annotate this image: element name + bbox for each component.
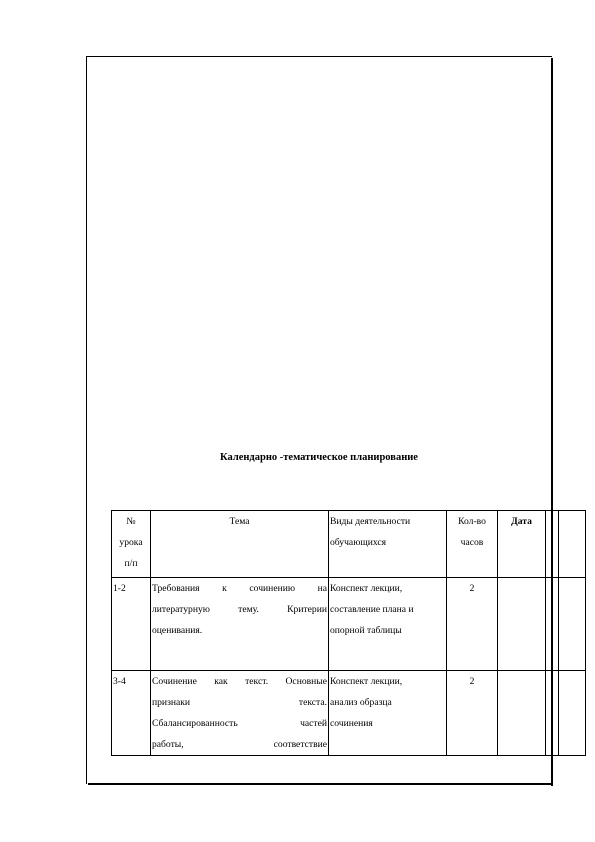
row-date [498, 578, 546, 671]
row-date [498, 671, 546, 756]
header-num-line: урока [119, 537, 143, 548]
empty-cell [559, 671, 586, 756]
row-theme-line: Сочинение как текст. Основные [152, 676, 327, 687]
row-lesson-number: 1-2 [112, 578, 151, 671]
row-activity-line: сочинения [330, 718, 373, 729]
row-theme-line: литературную тему. Критерии [152, 604, 327, 615]
empty-cell [546, 578, 559, 671]
table-row [112, 671, 586, 756]
document-title: Календарно -тематическое планирование [220, 452, 418, 463]
header-date: Дата [498, 511, 546, 578]
header-activity-line: Виды деятельности [330, 516, 411, 527]
empty-cell [559, 578, 586, 671]
header-num-line: п/п [124, 558, 138, 569]
row-theme [151, 671, 329, 756]
header-lesson-number [112, 511, 151, 578]
row-theme [151, 578, 329, 671]
empty-cell [559, 511, 586, 578]
empty-cell [546, 511, 559, 578]
header-activity-line: обучающихся [330, 537, 387, 548]
lesson-plan-table [111, 510, 586, 756]
row-activity-line: анализ образца [330, 697, 392, 708]
row-theme-line: признаки текста. [152, 697, 327, 708]
header-theme: Тема [151, 511, 329, 578]
table-row [112, 578, 586, 671]
row-lesson-number: 3-4 [112, 671, 151, 756]
row-hours: 2 [447, 578, 498, 671]
row-activity-line: опорной таблицы [330, 625, 402, 636]
table-header-row [112, 511, 586, 578]
header-hours [447, 511, 498, 578]
header-num-line: № [126, 516, 136, 527]
empty-cell [546, 671, 559, 756]
row-activity [329, 671, 447, 756]
row-activity-line: составление плана и [330, 604, 414, 615]
row-theme-line: Требования к сочинению на [152, 583, 327, 594]
row-theme-line: Сбалансированность частей [152, 718, 327, 729]
row-activity [329, 578, 447, 671]
page-frame-shadow-bottom [88, 783, 553, 785]
row-activity-line: Конспект лекции, [330, 583, 403, 594]
row-theme-line: оценивания. [152, 625, 203, 636]
row-theme-line: работы, соответствие [152, 739, 327, 750]
row-hours: 2 [447, 671, 498, 756]
header-hours-line: часов [460, 537, 484, 548]
row-activity-line: Конспект лекции, [330, 676, 403, 687]
header-hours-line: Кол-во [458, 516, 486, 527]
header-activity [329, 511, 447, 578]
